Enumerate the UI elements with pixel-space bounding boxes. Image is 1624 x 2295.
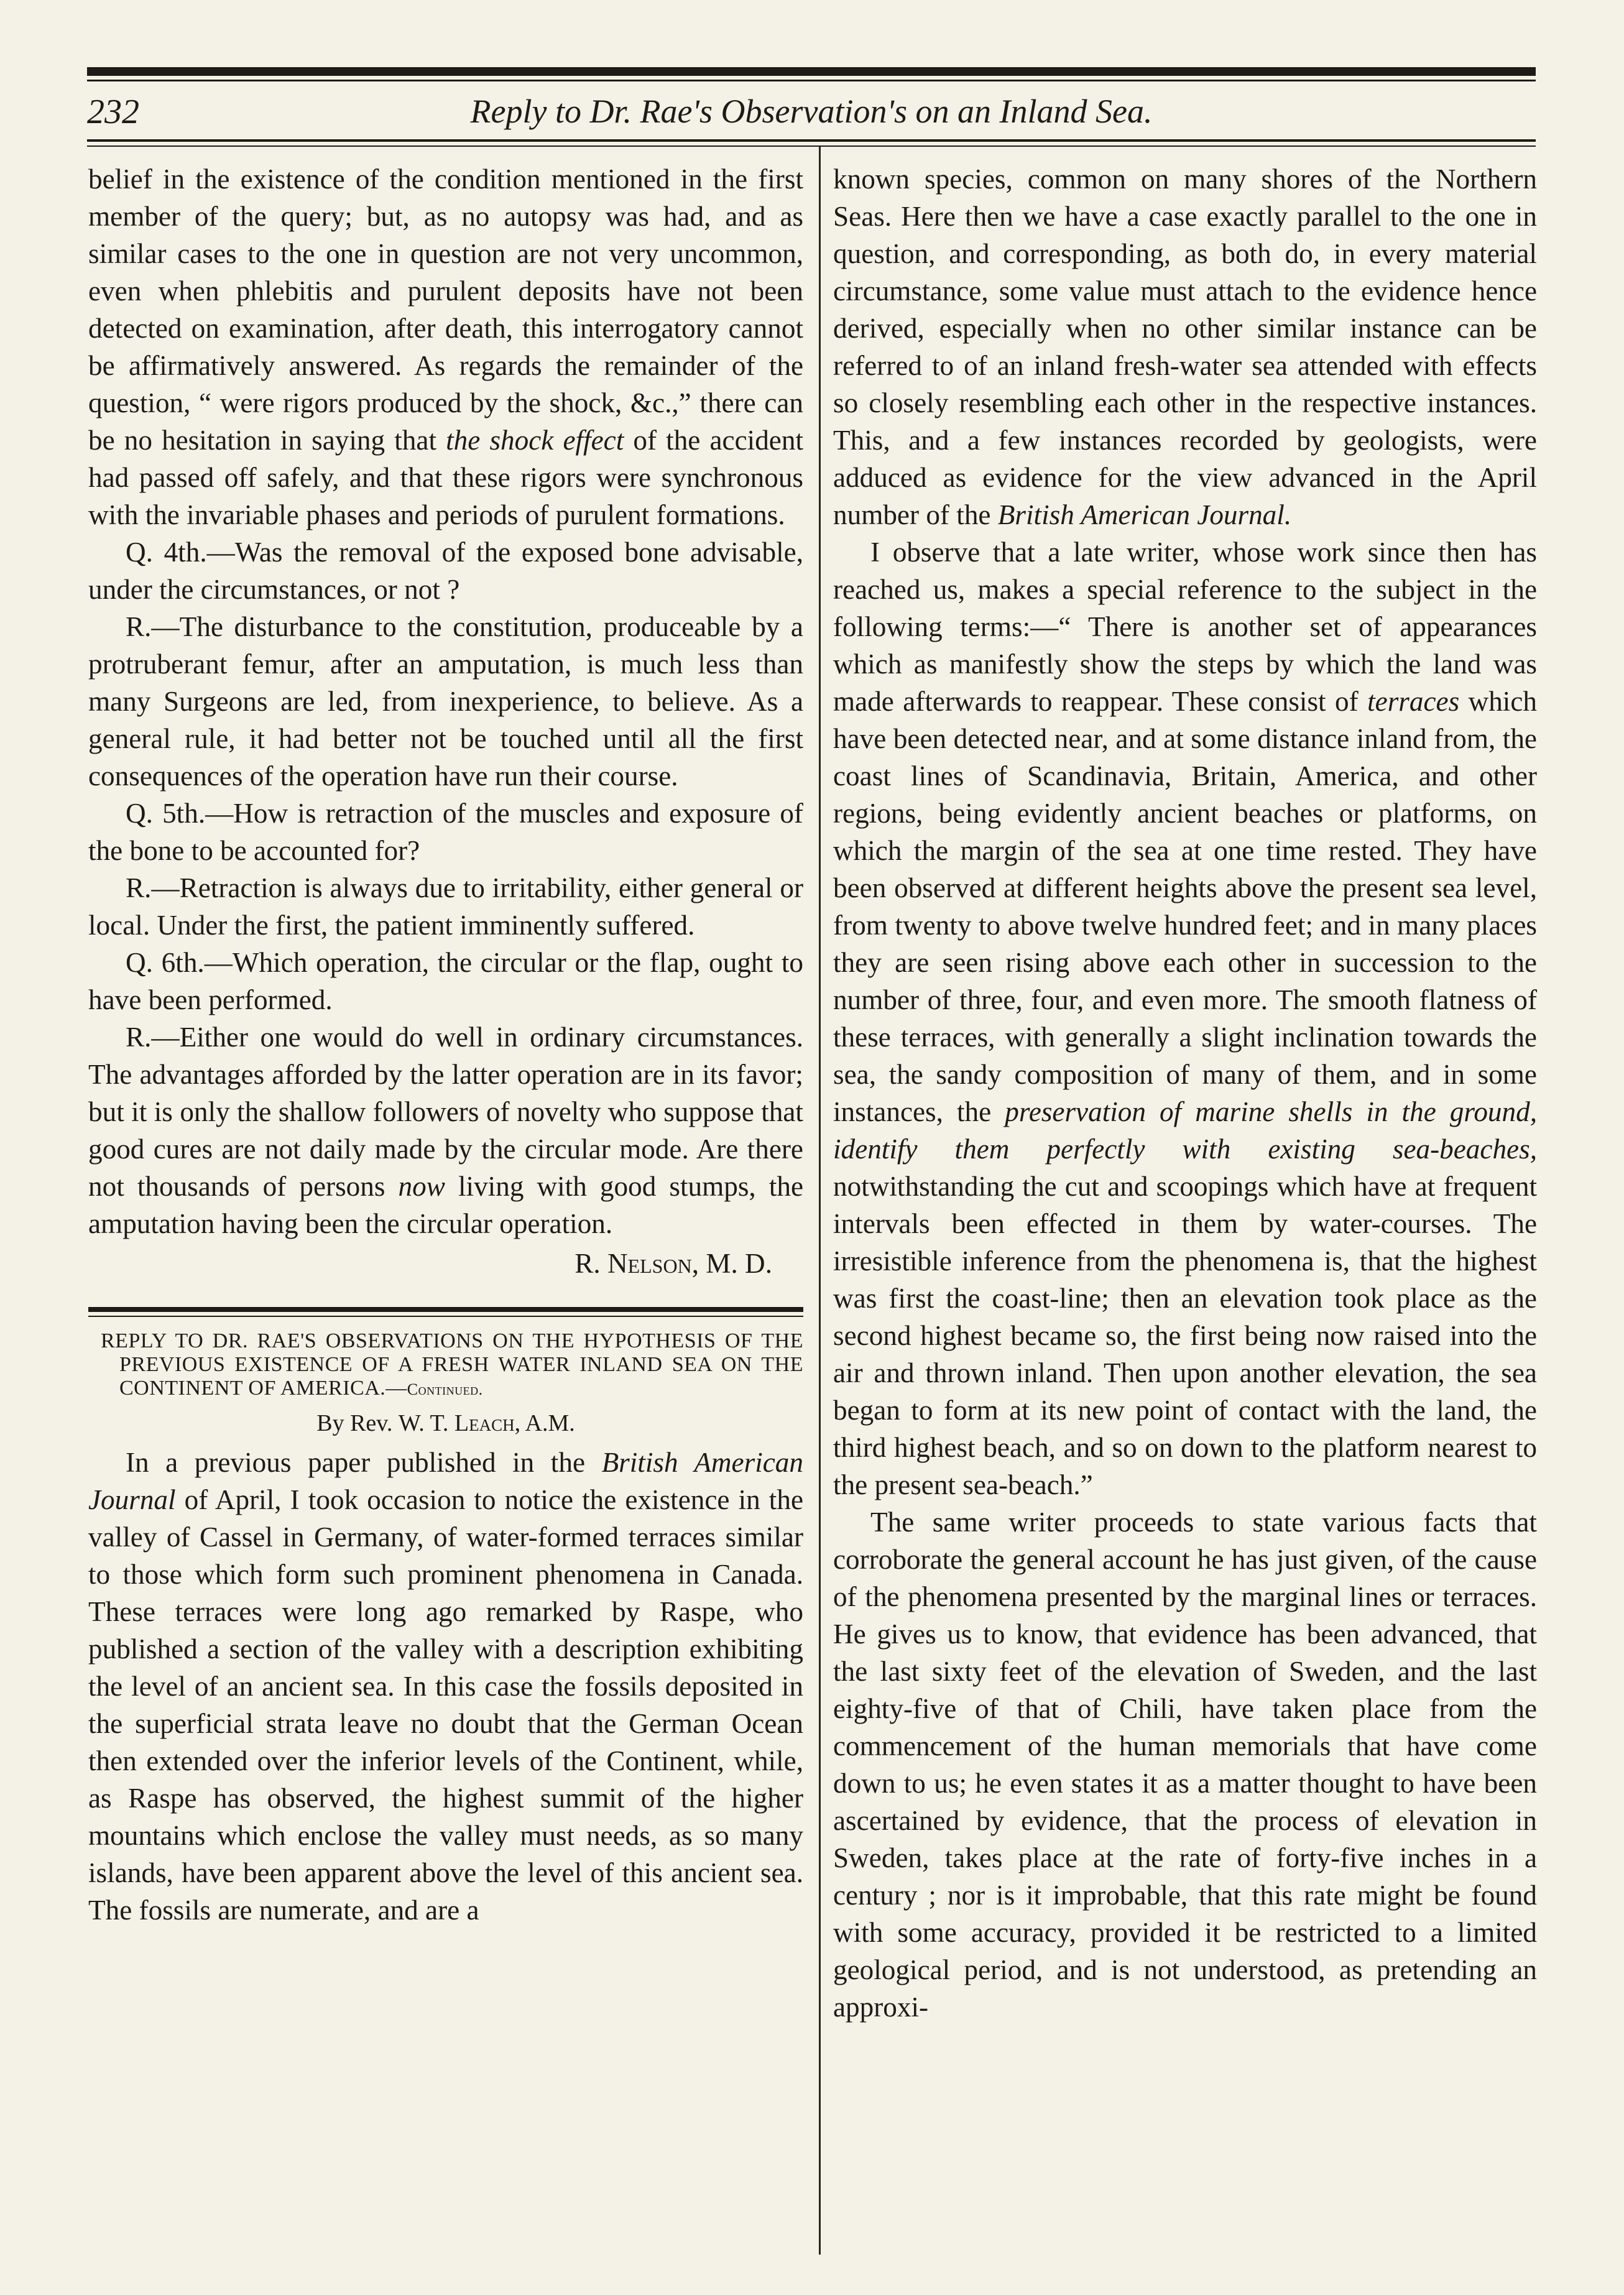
right-column (833, 160, 1537, 2026)
paragraph (833, 160, 1537, 533)
byline-prefix: By Rev. (316, 1410, 399, 1436)
italic-text: the shock effect (446, 425, 624, 456)
paragraph: The same writer proceeds to state various facts that corroborate the general account he has just given, of the cause of the phenomena presented by the marginal lines or terraces. He gives us to know, that evidence has been advanced, that the last sixty feet of the elevation of Sweden, and the last eighty-five of that of Chili, have taken place from the commencement of the human memorials that have come down to us; he even states it as a matter thought to have been ascertained by evidence, that the process of elevation in Sweden, takes place at the rate of forty-five inches in a century ; nor is it improbable, that this rate might be found with some accuracy, provided it be restricted to a limited geological period, and is not understood, as pretending an approxi- (833, 1507, 1537, 2023)
article-rule (88, 1307, 803, 1312)
italic-text: preservation of marine shells in the ground, identify them perfectly with existing sea-beaches, (833, 1096, 1537, 1165)
paragraph (88, 160, 803, 533)
text: of the accident had passed off safely, and that these rigors were synchronous with the invariable phases and periods of purulent formations. (88, 425, 804, 530)
reply-4: R.—The disturbance to the constitution, produceable by a protruberant femur, after an amputation, is much less than many Surgeons are led, from inexperience, to believe. As a general rule, it had better not be touched until all the first consequences of the operation have run their course. (88, 611, 803, 792)
page-number: 232 (87, 93, 139, 131)
paragraph (88, 1444, 803, 1929)
left-column (88, 160, 803, 1929)
column-divider (819, 147, 821, 2255)
header-rule-thin (87, 145, 1536, 147)
question-6: Q. 6th.—Which operation, the circular or the flap, ought to have been performed. (88, 947, 803, 1015)
continued-label: Continued. (407, 1380, 483, 1398)
italic-text: terraces (1367, 686, 1460, 717)
text: R.—Either one would do well in ordinary circumstances. The advantages afforded by the latter operation are in its favor; but it is only the shallow followers of novelty who suppose that good cures are not daily made by the circular mode. Are there not thousands of persons (88, 1022, 803, 1202)
running-title: Reply to Dr. Rae's Observation's on an Inland Sea. (470, 93, 1153, 130)
page-header (87, 87, 1536, 138)
header-rule (87, 139, 1536, 142)
text: In a previous paper published in the (126, 1447, 586, 1478)
author-name: W. T. Leach, A.M. (398, 1410, 575, 1436)
top-rule (87, 67, 1536, 76)
text: which have been detected near, and at some distance inland from, the coast lines of Scandinavia, Britain, America, and other regions, being evidently ancient beaches or platforms, on which the margin of the sea at one time rested. They have been observed at different heights above the present sea level, from twenty to above twelve hundred feet; and in many places they are seen rising above each other in succession to the number of three, four, and even more. The smooth flatness of these terraces, with generally a slight inclination towards the sea, the sandy composition of many of them, and in some instances, the (833, 686, 1537, 1127)
question-4: Q. 4th.—Was the removal of the exposed bone advisable, under the circumstances, or not ? (88, 537, 803, 605)
italic-text: British American Journal (88, 1447, 803, 1515)
top-rule-thin (87, 80, 1536, 81)
article-rule-thin (88, 1316, 803, 1317)
italic-text: now (398, 1171, 445, 1202)
article-title-text: REPLY TO DR. RAE'S OBSERVATIONS ON THE HYPOTHESIS OF THE PREVIOUS EXISTENCE OF A FRESH WATER INLAND SEA ON THE CONTINENT OF AMERICA.— (101, 1329, 803, 1400)
paragraph (833, 533, 1537, 1503)
text: of April, I took occasion to notice the existence in the valley of Cassel in Germany, of water-formed terraces similar to those which form such prominent phenomena in Canada. These terraces were long ago remarked by Raspe, who published a section of the valley with a description exhibiting the level of an ancient sea. In this case the fossils deposited in the superficial strata leave no doubt that the German Ocean then extended over the inferior levels of the Continent, while, as Raspe has observed, the highest summit of the higher mountains which enclose the valley must needs, as so many islands, have been apparent above the level of this ancient sea. The fossils are numerate, and are a (88, 1484, 804, 1926)
reply-5: R.—Retraction is always due to irritability, either general or local. Under the first, the patient imminently suffered. (88, 872, 803, 941)
text: belief in the existence of the condition mentioned in the first member of the query; but, as no autopsy was had, and as similar cases to the one in question are not very uncommon, even when phlebitis and purulent deposits have not been detected on examination, after death, this interrogatory cannot be affirmatively answered. As regards the remainder of the question, “ were rigors produced by the shock, &c.,” there can be no hesitation in saying that (88, 164, 803, 456)
byline (88, 1406, 803, 1440)
text: I observe that a late writer, whose work since then has reached us, makes a special reference to the subject in the following terms:—“ There is another set of appearances which as manifestly show the steps by which the land was made afterwards to reappear. These consist of (833, 537, 1537, 717)
article-title (88, 1329, 803, 1401)
text: living with good stumps, the amputation having been the circular operation. (88, 1171, 804, 1239)
signature: R. Nelson, M. D. (574, 1248, 772, 1279)
text: known species, common on many shores of the Northern Seas. Here then we have a case exactly parallel to the one in question, and corresponding, as both do, in every material circumstance, some value must attach to the evidence hence derived, especially when no other similar instance can be referred to of an inland fresh-water sea attended with effects so closely resembling each other in the respective instances. This, and a few instances recorded by geologists, were adduced as evidence for the view advanced in the April number of the (833, 164, 1537, 530)
text: notwithstanding the cut and scoopings which have at frequent intervals been effected in them by water-courses. The irresistible inference from the phenomena is, that the highest was first the coast-line; then an elevation took place as the second highest became so, the first being now raised into the air and thrown inland. Then upon another elevation, the sea began to form at its new point of contact with the land, the third highest beach, and so on down to the platform nearest to the present sea-beach.” (833, 1171, 1537, 1500)
italic-text: British American Journal. (997, 499, 1292, 530)
question-5: Q. 5th.—How is retraction of the muscles and exposure of the bone to be accounted for? (88, 798, 803, 866)
reply-6 (88, 1018, 803, 1242)
